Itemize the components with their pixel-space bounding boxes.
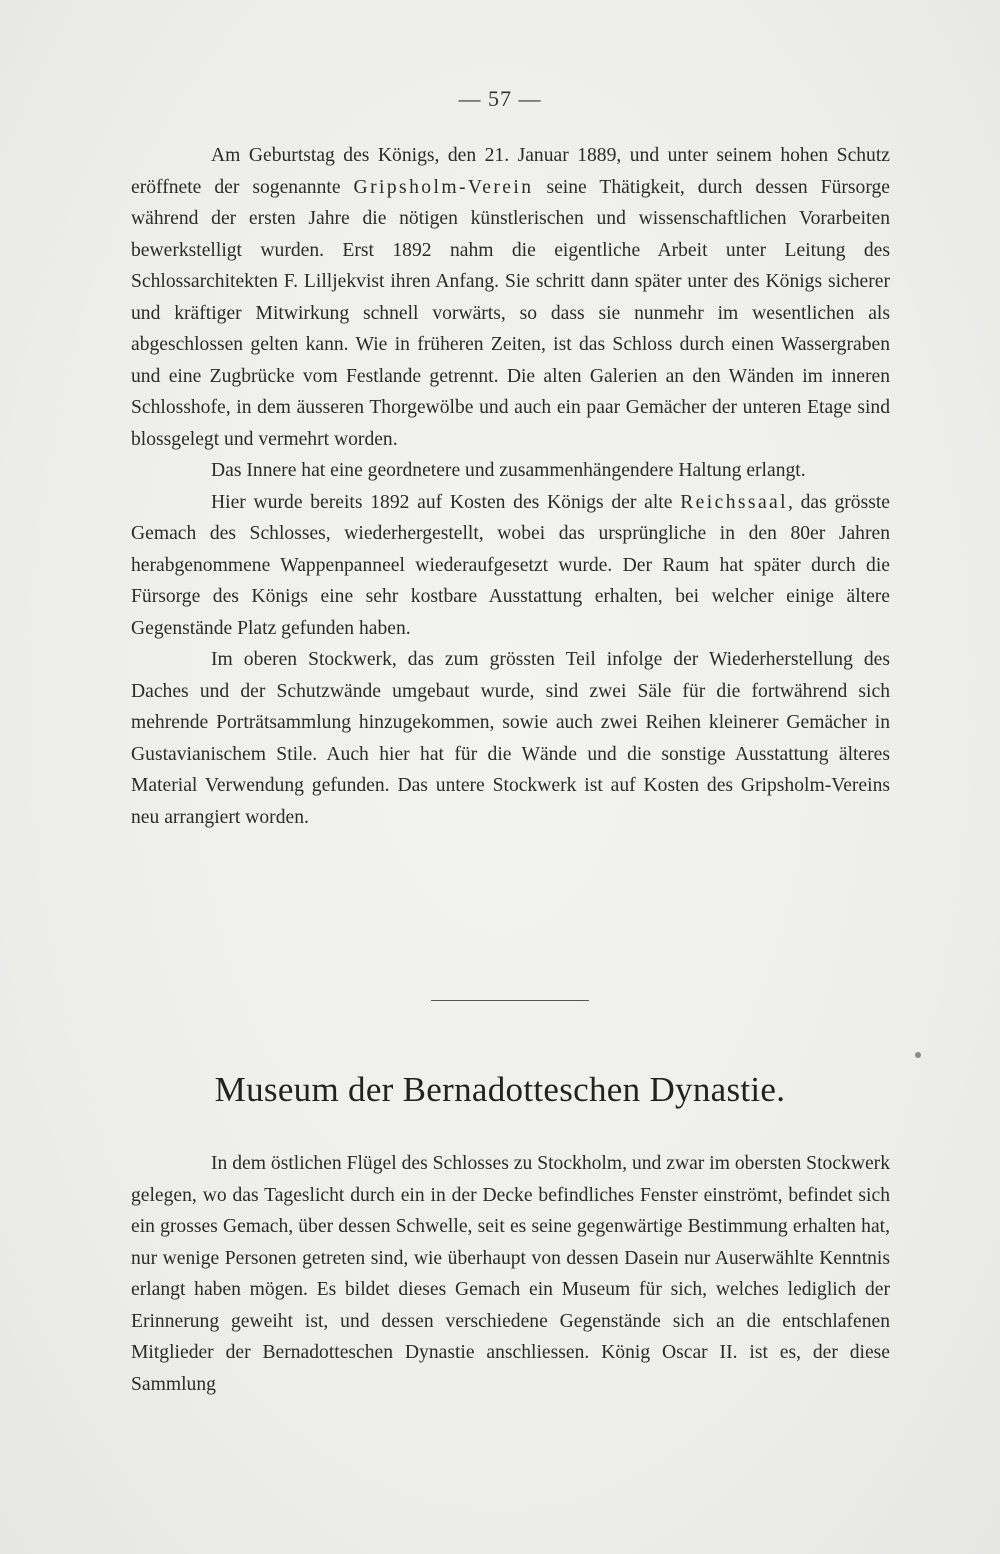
section-heading: Museum der Bernadotteschen Dynastie. [214, 1070, 786, 1109]
page-number: — 57 — [458, 86, 542, 111]
text-section-gripsholm [131, 140, 890, 833]
spaced-term-reichssaal: Reichssaal [680, 491, 788, 513]
paragraph-text: seine Thätigkeit, durch dessen Fürsorge während der ersten Jahre die nötigen künstlerischen und wissenschaftlichen Vorarbeiten bewerkstelligt wurden. Erst 1892 nahm die eigentliche Arbeit unter Leitung des Schlossarchitekten F. Lilljekvist ihren Anfang. Sie schritt dann später unter des Königs sicherer und kräftiger Mitwirkung schnell vorwärts, so dass sie nunmehr im wesentlichen als abgeschlossen gelten kann. Wie in früheren Zeiten, ist das Schloss durch einen Wassergraben und eine Zugbrücke vom Festlande getrennt. Die alten Galerien an den Wänden im inneren Schlosshofe, in dem äusseren Thorgewölbe und auch ein paar Gemächer der unteren Etage sind blossgelegt und vermehrt worden. [131, 176, 890, 450]
paper-speck [915, 1052, 921, 1058]
spaced-term-gripsholm-verein: Gripsholm-Verein [353, 176, 534, 198]
text-section-museum [131, 1148, 890, 1400]
paragraph-text: , das grösste Gemach des Schlosses, wiederhergestellt, wobei das ursprüngliche in den 80er Jahren herabgenommene Wappenpanneel wiederaufgesetzt wurde. Der Raum hat später durch die Fürsorge des Königs eine sehr kostbare Ausstattung erhalten, bei welcher einige ältere Gegenstände Platz gefunden haben. [131, 491, 890, 639]
paragraph-upper-floor: Im oberen Stockwerk, das zum grössten Teil infolge der Wiederherstellung des Daches und der Schutzwände umgebaut wurde, sind zwei Säle für die fortwährend sich mehrende Porträtsammlung hinzugekommen, sowie auch zwei Reihen kleinerer Gemächer in Gustavianischem Stile. Auch hier hat für die Wände und die sonstige Ausstattung älteres Material Verwendung gefunden. Das untere Stockwerk ist auf Kosten des Gripsholm-Vereins neu arrangiert worden. [131, 649, 890, 828]
paragraph-gripsholm-verein [131, 140, 890, 455]
paragraph-museum-intro: In dem östlichen Flügel des Schlosses zu Stockholm, und zwar im obersten Stockwerk gelegen, wo das Tageslicht durch ein in der Decke befindliches Fenster einströmt, befindet sich ein grosses Gemach, über dessen Schwelle, seit es seine gegenwärtige Bestimmung erhalten hat, nur wenige Personen getreten sind, wie überhaupt von dessen Dasein nur Auserwählte Kenntnis erlangt haben mögen. Es bildet dieses Gemach ein Museum für sich, welches lediglich der Erinnerung geweiht ist, und dessen verschiedene Gegenstände sich an die entschlafenen Mitglieder der Bernadotteschen Dynastie anschliessen. König Oscar II. ist es, der diese Sammlung [131, 1153, 890, 1395]
paragraph-interior: Das Innere hat eine geordnetere und zusammenhängendere Haltung erlangt. [211, 460, 806, 481]
paragraph-text: Am Geburtstag des Königs, den 21. Januar 1889, und unter seinem hohen Schutz eröffnete der sogenannte [131, 145, 890, 198]
paragraph-reichssaal [131, 487, 890, 645]
section-divider [431, 1000, 589, 1001]
paragraph-text: Hier wurde bereits 1892 auf Kosten des Königs der alte [211, 491, 681, 513]
